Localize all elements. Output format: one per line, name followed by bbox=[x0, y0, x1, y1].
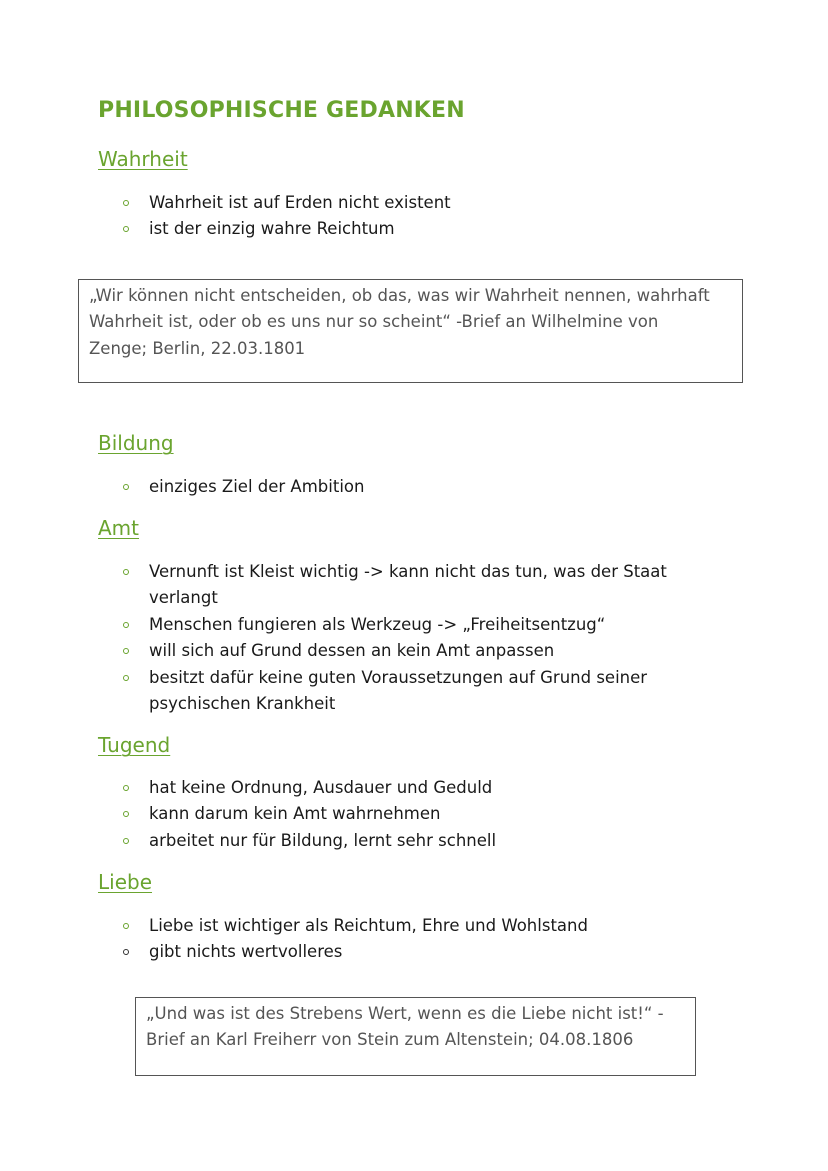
circle-bullet-icon bbox=[123, 811, 129, 817]
circle-bullet-icon bbox=[123, 648, 129, 654]
quote-box-wahrheit: „Wir können nicht entscheiden, ob das, was wir Wahrheit nennen, wahrhaft Wahrheit ist, oder ob es uns nur so scheint“ -Brief an Wilhelmine von Zenge; Berlin, 22.03.1801 bbox=[78, 279, 743, 383]
circle-bullet-icon bbox=[123, 785, 129, 791]
circle-bullet-icon bbox=[123, 622, 129, 628]
circle-bullet-icon bbox=[123, 675, 129, 681]
circle-bullet-icon bbox=[123, 923, 129, 929]
circle-bullet-icon bbox=[123, 838, 129, 844]
list-item: einziges Ziel der Ambition bbox=[120, 474, 364, 500]
heading-bildung: Bildung bbox=[98, 431, 174, 455]
bullet-list-amt bbox=[120, 559, 667, 717]
bullet-list-tugend bbox=[120, 775, 496, 854]
list-item: gibt nichts wertvolleres bbox=[120, 939, 588, 965]
circle-bullet-icon bbox=[123, 569, 129, 575]
list-item: Liebe ist wichtiger als Reichtum, Ehre und Wohlstand bbox=[120, 913, 588, 939]
heading-tugend: Tugend bbox=[98, 733, 171, 757]
list-item: hat keine Ordnung, Ausdauer und Geduld bbox=[120, 775, 496, 801]
list-item: besitzt dafür keine guten Voraussetzungen auf Grund seiner psychischen Krankheit bbox=[120, 665, 667, 718]
quote-box-liebe: „Und was ist des Strebens Wert, wenn es die Liebe nicht ist!“ - Brief an Karl Freiherr von Stein zum Altenstein; 04.08.1806 bbox=[135, 997, 696, 1076]
heading-liebe: Liebe bbox=[98, 870, 153, 894]
circle-bullet-icon bbox=[123, 949, 129, 955]
list-item: ist der einzig wahre Reichtum bbox=[120, 216, 451, 242]
list-item: Menschen fungieren als Werkzeug -> „Freiheitsentzug“ bbox=[120, 612, 667, 638]
list-item: Vernunft ist Kleist wichtig -> kann nicht das tun, was der Staat verlangt bbox=[120, 559, 667, 612]
list-item: will sich auf Grund dessen an kein Amt anpassen bbox=[120, 638, 667, 664]
heading-amt: Amt bbox=[98, 516, 140, 540]
bullet-list-bildung bbox=[120, 474, 364, 500]
circle-bullet-icon bbox=[123, 200, 129, 206]
circle-bullet-icon bbox=[123, 226, 129, 232]
circle-bullet-icon bbox=[123, 484, 129, 490]
list-item: Wahrheit ist auf Erden nicht existent bbox=[120, 190, 451, 216]
list-item: arbeitet nur für Bildung, lernt sehr schnell bbox=[120, 828, 496, 854]
document-title: PHILOSOPHISCHE GEDANKEN bbox=[98, 98, 465, 123]
bullet-list-wahrheit bbox=[120, 190, 451, 243]
bullet-list-liebe bbox=[120, 913, 588, 966]
list-item: kann darum kein Amt wahrnehmen bbox=[120, 801, 496, 827]
heading-wahrheit: Wahrheit bbox=[98, 147, 188, 171]
